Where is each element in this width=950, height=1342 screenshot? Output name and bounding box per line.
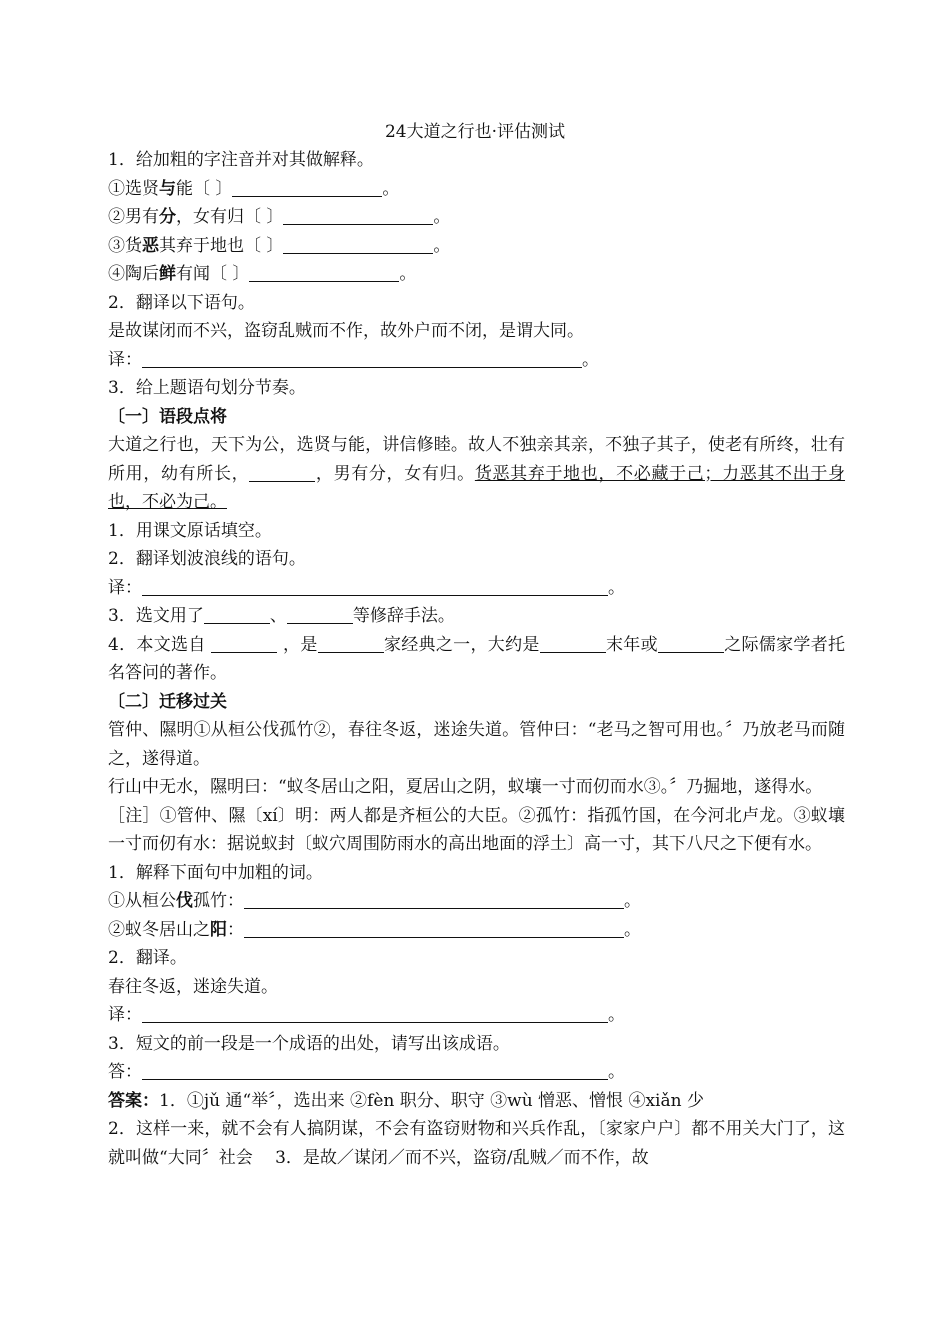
question-line (108, 916, 845, 945)
answer-blank (232, 179, 382, 197)
text-run: 家经典之一，大约是 (383, 634, 540, 655)
line-text: 孤竹： (193, 891, 244, 911)
answer-blank (540, 635, 606, 653)
bold-text: 答案： (108, 1090, 159, 1111)
bold-char: 分 (159, 207, 176, 227)
text-run: 、 (269, 606, 287, 626)
answer-blank (211, 635, 277, 653)
text-line: 2．翻译划波浪线的语句。 (108, 549, 306, 569)
paragraph (108, 431, 845, 517)
answer-blank (244, 920, 624, 938)
line-end: 。 (399, 264, 417, 284)
paragraph (108, 631, 845, 688)
bold-char: 鲜 (159, 264, 176, 284)
text-run: ［注］①管仲、隰〔xí〕明：两人都是齐桓公的大臣。②孤竹：指孤竹国，在今河北卢龙。③蚁壤一寸而仞有水：据说蚁封〔蚁穴周围防雨水的高出地面的浮土〕高一寸，其下八尺之下便有水。 (108, 805, 845, 854)
bold-char: 伐 (176, 891, 193, 911)
document-body (108, 146, 845, 1172)
text-run: ，男有分，女有归。 (315, 463, 475, 484)
answer-blank (142, 578, 608, 596)
line-end: 。 (608, 1062, 625, 1082)
line-end: 。 (608, 577, 625, 598)
text-run: 4．本文选自 (108, 634, 212, 655)
bold-char: 阳 (210, 919, 227, 940)
text-run: 之际儒家学者托名答问的著作。 (108, 634, 846, 683)
question-line (108, 260, 845, 289)
text-run: 大道之行也，天下为公，选贤与能，讲信修睦。故人不独亲其亲，不独子其子，使老有所终，壮有所用，幼有所长， (108, 435, 845, 484)
text-line: 1．给加粗的字注音并对其做解释。 (108, 150, 374, 170)
text-run: 1．①jǔ 通“举〞，选出来 ②fèn 职分、职守 ③wù 憎恶、憎恨 ④xiǎn 少 (159, 1090, 704, 1111)
line-text: 其弃于地也〔 〕 (159, 235, 284, 256)
answer-blank (142, 1005, 608, 1023)
question-line (108, 574, 845, 603)
line-prefix: ②男有 (108, 207, 159, 227)
answer-blank (204, 606, 270, 624)
question-line (108, 346, 845, 375)
line-prefix: 译： (108, 349, 142, 370)
line-prefix: 译： (108, 577, 142, 598)
answer-blank (249, 464, 315, 482)
answer-blank (283, 236, 433, 254)
text-run: 3．选文用了 (108, 606, 204, 626)
text-run: 管仲、隰明①从桓公伐孤竹②，春往冬返，迷途失道。管仲曰：“老马之智可用也。〞乃放老马而随之，遂得道。 (108, 720, 845, 769)
line-end: 。 (624, 919, 641, 940)
line-end: 。 (582, 349, 599, 370)
page-title: 24大道之行也·评估测试 (384, 122, 566, 142)
bold-char: 恶 (142, 235, 159, 256)
answer-blank (283, 207, 433, 225)
paragraph (108, 802, 845, 859)
paragraph (108, 716, 845, 773)
question-line (108, 175, 845, 204)
answer-blank (287, 606, 353, 624)
text-line: 春往冬返，迷途失道。 (108, 976, 278, 997)
text-line: 1．解释下面句中加粗的词。 (108, 862, 323, 883)
line-prefix: ①从桓公 (108, 891, 176, 911)
text-line (108, 602, 845, 631)
text-run: ，是 (277, 634, 318, 655)
question-line (108, 232, 845, 261)
text-run: 2．这样一来，就不会有人搞阴谋，不会有盗窃财物和兴兵作乱，〔家家户户〕都不用关大门了，这就叫做“大同〞社会 3．是故／谋闭／而不兴，盗窃/乱贼／而不作，故 (108, 1119, 845, 1168)
answer-blank (658, 635, 724, 653)
line-text: 能〔 〕 (176, 178, 233, 199)
question-line (108, 1058, 845, 1087)
text-run: 等修辞手法。 (352, 606, 455, 626)
paragraph (108, 1115, 845, 1172)
line-text: 有闻〔 〕 (176, 264, 250, 284)
question-line (108, 1001, 845, 1030)
text-line: 1．用课文原话填空。 (108, 520, 272, 541)
line-prefix: 答： (108, 1062, 142, 1082)
line-prefix: ①选贤 (108, 178, 159, 199)
section-heading: 〔一〕语段点将 (108, 406, 227, 427)
text-line: 3．短文的前一段是一个成语的出处，请写出该成语。 (108, 1033, 510, 1054)
answer-blank (142, 350, 582, 368)
line-prefix: ③货 (108, 235, 142, 256)
paragraph (108, 773, 845, 802)
bold-char: 与 (159, 178, 176, 199)
line-end: 。 (433, 207, 451, 227)
line-prefix: ④陶后 (108, 264, 159, 284)
line-prefix: ②蚁冬居山之 (108, 919, 210, 940)
answer-blank (142, 1062, 608, 1080)
answer-blank (249, 264, 399, 282)
underlined-text: 货恶其弃于地也，不必藏于己；力恶其不出于身也，不必为己。 (108, 463, 846, 512)
line-prefix: 译： (108, 1005, 142, 1025)
section-heading: 〔二〕迁移过关 (108, 691, 227, 712)
text-line: 2．翻译以下语句。 (108, 292, 255, 313)
question-line (108, 887, 845, 916)
line-end: 。 (624, 891, 641, 911)
line-text: ： (227, 919, 244, 940)
line-end: 。 (608, 1005, 625, 1025)
text-line: 是故谋闭而不兴，盗窃乱贼而不作，故外户而不闭，是谓大同。 (108, 321, 584, 341)
question-line (108, 203, 845, 232)
text-line: 2．翻译。 (108, 948, 187, 968)
paragraph (108, 1087, 845, 1116)
answer-blank (318, 635, 384, 653)
text-run: 末年或 (605, 634, 658, 655)
line-end: 。 (382, 178, 400, 199)
answer-blank (244, 891, 624, 909)
line-end: 。 (433, 235, 451, 256)
text-line: 3．给上题语句划分节奏。 (108, 378, 306, 398)
line-text: ，女有归〔 〕 (176, 207, 284, 227)
text-run: 行山中无水，隰明曰：“蚁冬居山之阳，夏居山之阴，蚁壤一寸而仞而水③。〞乃掘地，遂得水。 (108, 777, 823, 797)
